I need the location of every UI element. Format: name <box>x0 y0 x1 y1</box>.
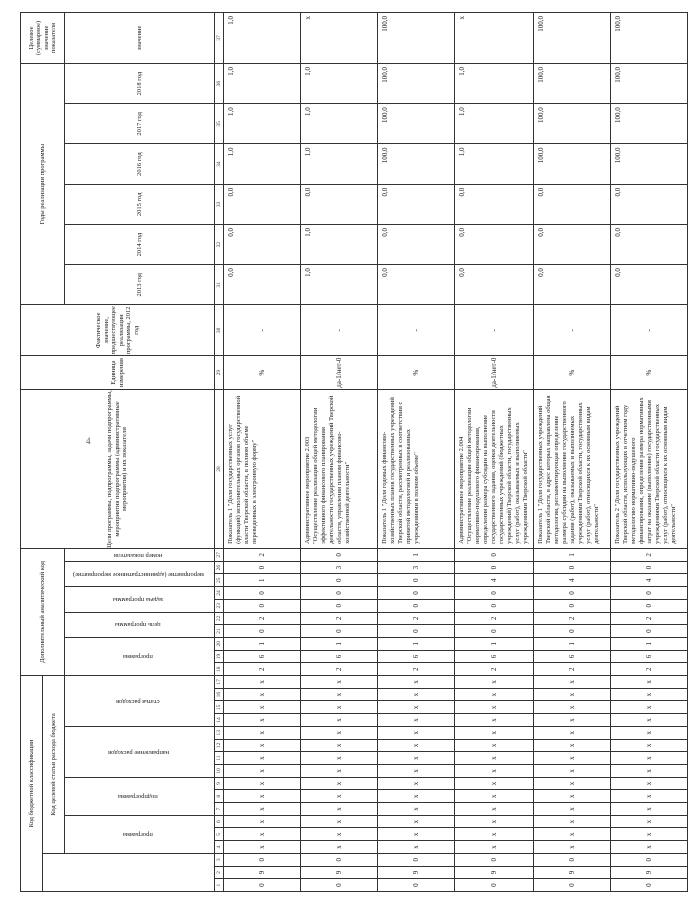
code-cell: x <box>455 841 534 854</box>
code-cell: x <box>301 803 378 816</box>
year-value-5: 1,0 <box>224 104 301 144</box>
code-cell: x <box>301 764 378 777</box>
code-cell: x <box>301 777 378 790</box>
code-cell: x <box>224 701 301 714</box>
indicator-unit: % <box>378 356 455 390</box>
year-value-3: 0,0 <box>378 184 455 224</box>
code-cell: x <box>301 676 378 689</box>
year-value-6: 1,0 <box>224 63 301 103</box>
column-number-1: 1 <box>215 879 224 892</box>
column-number-11: 11 <box>215 752 224 765</box>
year-value-5: 1,0 <box>301 104 378 144</box>
code-cell: 9 <box>455 866 534 879</box>
year-value-6: 1,0 <box>455 63 534 103</box>
indicator-description: Показатель 1 "Доля годовых финансово-хозяйственных планов государственных учреждений Тверской области, рассмотренных в соответствии с принятой методологией и реализованных учреждениями в полном объеме" <box>378 390 455 549</box>
column-number-13: 13 <box>215 726 224 739</box>
column-number-15: 15 <box>215 701 224 714</box>
year-value-6: 1,0 <box>301 63 378 103</box>
indicator-description: Показатель 1 "Доля государственных услуг (функций) исполнительных органов государственной власти Тверской области, в полном объеме переведенных в электронную форму" <box>224 390 301 549</box>
code-cell: x <box>301 752 378 765</box>
code-cell: x <box>534 815 611 828</box>
code-cell: x <box>378 764 455 777</box>
code-cell: x <box>224 815 301 828</box>
indicator-fact: - <box>224 305 301 356</box>
code-cell: x <box>611 701 688 714</box>
indicator-description: Показатель 2 "Доля государственных учреждений Тверской области, использующих в отчетном году методологию нормативно-подушевого финансирования, определения размера нормативных затрат на оказание (выполнение) государственными учреждениями Тверской области государственных услуг (работ), относящихся к их основным видам деятельности" <box>611 390 688 549</box>
indicator-fact: - <box>534 305 611 356</box>
code-cell: x <box>534 828 611 841</box>
year-value-1: 0,0 <box>455 265 534 305</box>
header-expense-1: программа <box>65 815 215 853</box>
code-cell: 2 <box>611 548 688 561</box>
code-cell: 0 <box>301 587 378 600</box>
header-year-5: 2017 год <box>65 104 215 144</box>
code-cell: x <box>378 790 455 803</box>
code-cell: 9 <box>378 866 455 879</box>
code-cell: 3 <box>378 561 455 574</box>
code-cell: 6 <box>455 650 534 663</box>
code-cell: x <box>534 688 611 701</box>
code-cell: 0 <box>224 599 301 612</box>
code-cell: x <box>224 714 301 727</box>
code-cell: x <box>224 739 301 752</box>
year-value-2: 1,0 <box>301 224 378 264</box>
code-cell: 0 <box>224 853 301 866</box>
year-value-5: 100,0 <box>378 104 455 144</box>
target-value: 1,0 <box>224 13 301 64</box>
code-cell: x <box>455 777 534 790</box>
code-cell: 0 <box>611 587 688 600</box>
year-value-4: 1,0 <box>455 144 534 184</box>
code-cell: x <box>534 841 611 854</box>
column-number-8: 8 <box>215 790 224 803</box>
header-expense-4: статья расходов <box>65 676 215 727</box>
code-cell: 2 <box>301 612 378 625</box>
code-cell: 2 <box>455 663 534 676</box>
code-cell: x <box>224 777 301 790</box>
year-value-1: 0,0 <box>224 265 301 305</box>
code-cell: x <box>455 752 534 765</box>
column-number-31: 31 <box>215 265 224 305</box>
year-value-3: 0,0 <box>301 184 378 224</box>
indicator-description: Административное мероприятие 2.004 "Осуществление реализации общей методологии нормативно-подушевого финансирования, определения размера субсидии на выполнение государственного задания, оценки деятельности государственных учреждений (бюджетных учреждений) Тверской области, государственных услуг (работ), оказываемых и выполняемых учреждениями Тверской области" <box>455 390 534 549</box>
code-cell: 0 <box>224 587 301 600</box>
header-budget-group: Код бюджетной классификации <box>21 676 43 892</box>
code-cell: 6 <box>378 650 455 663</box>
column-number-16: 16 <box>215 688 224 701</box>
code-cell: 1 <box>224 637 301 650</box>
code-cell: 9 <box>534 866 611 879</box>
code-cell: 2 <box>611 663 688 676</box>
code-cell: x <box>378 815 455 828</box>
code-cell: x <box>455 726 534 739</box>
column-number-32: 32 <box>215 224 224 264</box>
target-value: x <box>455 13 534 64</box>
header-year-3: 2015 год <box>65 184 215 224</box>
code-cell: 0 <box>301 599 378 612</box>
code-cell: x <box>378 828 455 841</box>
code-cell: x <box>224 790 301 803</box>
code-cell: x <box>378 714 455 727</box>
header-year-1: 2013 год <box>65 265 215 305</box>
code-cell: x <box>611 828 688 841</box>
code-cell: x <box>301 828 378 841</box>
code-cell: x <box>611 688 688 701</box>
code-cell: x <box>378 688 455 701</box>
code-cell: 0 <box>534 561 611 574</box>
code-cell: x <box>224 841 301 854</box>
code-cell: x <box>611 790 688 803</box>
code-cell: x <box>224 726 301 739</box>
code-cell: x <box>534 764 611 777</box>
code-cell: 2 <box>224 612 301 625</box>
code-cell: 0 <box>455 625 534 638</box>
code-cell: 0 <box>378 879 455 892</box>
header-year-6: 2018 год <box>65 63 215 103</box>
code-cell: 0 <box>301 625 378 638</box>
column-number-25: 25 <box>215 574 224 587</box>
code-cell: 0 <box>534 587 611 600</box>
code-cell: 1 <box>378 637 455 650</box>
code-cell: x <box>611 726 688 739</box>
code-cell: x <box>378 676 455 689</box>
code-cell: 1 <box>534 637 611 650</box>
code-cell: x <box>534 676 611 689</box>
code-cell: 0 <box>611 625 688 638</box>
column-number-21: 21 <box>215 625 224 638</box>
table-row <box>224 13 301 892</box>
code-cell: x <box>224 803 301 816</box>
year-value-2: 0,0 <box>455 224 534 264</box>
table-row <box>611 13 688 892</box>
indicator-unit: да-1/нет-0 <box>301 356 378 390</box>
code-cell: 2 <box>534 612 611 625</box>
table-row <box>534 13 611 892</box>
code-cell: x <box>378 701 455 714</box>
code-cell: x <box>611 676 688 689</box>
code-cell: 0 <box>378 599 455 612</box>
code-cell: 0 <box>611 561 688 574</box>
indicator-fact: - <box>611 305 688 356</box>
code-cell: x <box>301 701 378 714</box>
code-cell: x <box>224 752 301 765</box>
code-cell: 0 <box>224 561 301 574</box>
column-number-3: 3 <box>215 853 224 866</box>
code-cell: x <box>455 764 534 777</box>
code-cell: x <box>455 828 534 841</box>
table-row <box>378 13 455 892</box>
code-cell: 1 <box>224 574 301 587</box>
code-cell: 2 <box>534 663 611 676</box>
header-budget-sub <box>43 853 215 891</box>
code-cell: 0 <box>301 548 378 561</box>
year-value-2: 0,0 <box>534 224 611 264</box>
year-value-2: 0,0 <box>224 224 301 264</box>
column-number-23: 23 <box>215 599 224 612</box>
code-cell: x <box>455 815 534 828</box>
year-value-4: 100,0 <box>378 144 455 184</box>
indicator-unit: % <box>534 356 611 390</box>
code-cell: x <box>224 828 301 841</box>
header-additional-4: мероприятие (административное мероприятие) <box>65 561 215 586</box>
code-cell: 1 <box>301 637 378 650</box>
header-additional-5: номер показателя <box>65 548 215 561</box>
code-cell: 1 <box>611 637 688 650</box>
code-cell: x <box>534 752 611 765</box>
table-row <box>301 13 378 892</box>
year-value-4: 1,0 <box>301 144 378 184</box>
code-cell: x <box>378 777 455 790</box>
year-value-1: 0,0 <box>534 265 611 305</box>
column-number-33: 33 <box>215 184 224 224</box>
code-cell: 0 <box>611 599 688 612</box>
year-value-3: 0,0 <box>534 184 611 224</box>
column-number-9: 9 <box>215 777 224 790</box>
year-value-1: 0,0 <box>378 265 455 305</box>
year-value-4: 100,0 <box>611 144 688 184</box>
code-cell: 0 <box>534 879 611 892</box>
code-cell: 0 <box>378 625 455 638</box>
code-cell: 2 <box>455 612 534 625</box>
rotated-table-sheet <box>20 12 677 892</box>
indicator-fact: - <box>301 305 378 356</box>
year-value-5: 100,0 <box>611 104 688 144</box>
year-value-1: 1,0 <box>301 265 378 305</box>
indicator-fact: - <box>455 305 534 356</box>
code-cell: x <box>301 815 378 828</box>
code-cell: 9 <box>301 866 378 879</box>
column-number-35: 35 <box>215 104 224 144</box>
column-number-2: 2 <box>215 866 224 879</box>
code-cell: 0 <box>301 574 378 587</box>
code-cell: 0 <box>455 853 534 866</box>
code-cell: x <box>534 803 611 816</box>
code-cell: 2 <box>378 663 455 676</box>
column-number-12: 12 <box>215 739 224 752</box>
column-number-27: 27 <box>215 548 224 561</box>
indicator-unit: % <box>224 356 301 390</box>
column-number-20: 20 <box>215 637 224 650</box>
code-cell: 0 <box>378 587 455 600</box>
column-number-6: 6 <box>215 815 224 828</box>
indicator-fact: - <box>378 305 455 356</box>
column-number-26: 26 <box>215 561 224 574</box>
column-number-30: 30 <box>215 305 224 356</box>
code-cell: 0 <box>611 853 688 866</box>
year-value-6: 100,0 <box>534 63 611 103</box>
code-cell: 6 <box>611 650 688 663</box>
header-expense-2: подпрограмма <box>65 777 215 815</box>
header-years-group: Годы реализации программы <box>21 63 65 304</box>
page-mark: 4 <box>86 436 91 446</box>
code-cell: x <box>455 790 534 803</box>
column-number-14: 14 <box>215 714 224 727</box>
code-cell: x <box>611 714 688 727</box>
code-cell: 2 <box>378 612 455 625</box>
column-number-29: 29 <box>215 356 224 390</box>
header-target-group: Целевое (суммарное) значение показателя <box>21 13 65 64</box>
code-cell: 9 <box>611 866 688 879</box>
indicator-unit: % <box>611 356 688 390</box>
code-cell: 0 <box>301 853 378 866</box>
header-expense-group: Код целевой статьи расхода бюджета <box>43 676 65 854</box>
code-cell: 0 <box>534 625 611 638</box>
column-number-24: 24 <box>215 587 224 600</box>
code-cell: x <box>611 777 688 790</box>
column-number-18: 18 <box>215 663 224 676</box>
indicator-description: Административное мероприятие 2.003 "Осуществление реализации общей методологии эффективного финансового планирования деятельности государственных учреждений Тверской области, управления планом финансово-хозяйственной деятельности" <box>301 390 378 549</box>
year-value-5: 1,0 <box>455 104 534 144</box>
code-cell: x <box>455 739 534 752</box>
code-cell: 0 <box>455 599 534 612</box>
column-number-37: 37 <box>215 13 224 64</box>
code-cell: x <box>301 841 378 854</box>
code-cell: x <box>224 676 301 689</box>
header-target-value: значение <box>65 13 215 64</box>
code-cell: x <box>301 688 378 701</box>
code-cell: 0 <box>455 587 534 600</box>
code-cell: 0 <box>378 853 455 866</box>
code-cell: x <box>455 688 534 701</box>
code-cell: x <box>611 752 688 765</box>
code-cell: 3 <box>301 561 378 574</box>
code-cell: x <box>301 726 378 739</box>
column-number-4: 4 <box>215 841 224 854</box>
code-cell: 1 <box>455 637 534 650</box>
code-cell: 9 <box>224 866 301 879</box>
header-unit: Единица измерения <box>21 356 215 390</box>
header-additional-3: задача программы <box>65 587 215 612</box>
code-cell: 2 <box>224 548 301 561</box>
code-cell: 6 <box>224 650 301 663</box>
target-value: 100,0 <box>378 13 455 64</box>
code-cell: 1 <box>378 548 455 561</box>
program-indicators-table <box>20 12 688 892</box>
column-number-22: 22 <box>215 612 224 625</box>
code-cell: 0 <box>455 548 534 561</box>
code-cell: 0 <box>455 561 534 574</box>
header-fact: Фактическое значение, предшествующее реализации программы, 2012 год <box>21 305 215 356</box>
code-cell: 0 <box>455 879 534 892</box>
header-year-2: 2014 год <box>65 224 215 264</box>
code-cell: 0 <box>534 599 611 612</box>
code-cell: 4 <box>455 574 534 587</box>
code-cell: 0 <box>534 853 611 866</box>
code-cell: 4 <box>534 574 611 587</box>
code-cell: x <box>455 701 534 714</box>
code-cell: x <box>455 714 534 727</box>
header-goal: Цели программы, подпрограммы, задачи подпрограммы, мероприятия подпрограммы (административные мероприятия) и их показатели <box>21 390 215 549</box>
table-row <box>455 13 534 892</box>
code-cell: x <box>378 803 455 816</box>
code-cell: x <box>611 803 688 816</box>
column-number-7: 7 <box>215 803 224 816</box>
code-cell: x <box>611 841 688 854</box>
target-value: 100,0 <box>534 13 611 64</box>
code-cell: 0 <box>224 625 301 638</box>
code-cell: x <box>534 790 611 803</box>
column-number-5: 5 <box>215 828 224 841</box>
column-number-28: 28 <box>215 390 224 549</box>
year-value-1: 0,0 <box>611 265 688 305</box>
header-year-4: 2016 год <box>65 144 215 184</box>
code-cell: 0 <box>611 879 688 892</box>
code-cell: x <box>611 815 688 828</box>
header-additional-2: цель программы <box>65 612 215 637</box>
code-cell: x <box>611 764 688 777</box>
code-cell: 0 <box>224 879 301 892</box>
year-value-3: 0,0 <box>455 184 534 224</box>
code-cell: 0 <box>378 574 455 587</box>
code-cell: x <box>378 739 455 752</box>
code-cell: 2 <box>224 663 301 676</box>
year-value-3: 0,0 <box>224 184 301 224</box>
code-cell: x <box>301 790 378 803</box>
code-cell: x <box>534 777 611 790</box>
code-cell: 2 <box>611 612 688 625</box>
code-cell: x <box>378 841 455 854</box>
code-cell: 1 <box>534 548 611 561</box>
year-value-5: 100,0 <box>534 104 611 144</box>
target-value: x <box>301 13 378 64</box>
code-cell: x <box>534 701 611 714</box>
year-value-4: 100,0 <box>534 144 611 184</box>
header-additional-1: программа <box>65 637 215 675</box>
code-cell: x <box>301 714 378 727</box>
indicator-description: Показатель 1 "Доля государственных учреждений Тверской области, в адрес которых направлена общая методология, регламентирующая определение размера субсидии на выполнение государственного задания (работ), оказываемых и выполняемых учреждениями Тверской области, государственных услуг (работ), относящихся к их основным видам деятельности" <box>534 390 611 549</box>
code-cell: x <box>224 764 301 777</box>
year-value-2: 0,0 <box>378 224 455 264</box>
code-cell: 2 <box>301 663 378 676</box>
code-cell: 6 <box>534 650 611 663</box>
column-number-10: 10 <box>215 764 224 777</box>
column-number-17: 17 <box>215 676 224 689</box>
code-cell: x <box>455 803 534 816</box>
code-cell: x <box>378 752 455 765</box>
code-cell: x <box>611 739 688 752</box>
indicator-unit: да-1/нет-0 <box>455 356 534 390</box>
column-number-34: 34 <box>215 144 224 184</box>
code-cell: x <box>534 726 611 739</box>
year-value-6: 100,0 <box>611 63 688 103</box>
header-expense-3: направление расходов <box>65 726 215 777</box>
code-cell: x <box>301 739 378 752</box>
code-cell: x <box>224 688 301 701</box>
code-cell: 0 <box>301 879 378 892</box>
code-cell: 4 <box>611 574 688 587</box>
header-additional-group: Дополнительный аналитический код <box>21 548 65 675</box>
year-value-4: 1,0 <box>224 144 301 184</box>
code-cell: x <box>378 726 455 739</box>
year-value-2: 0,0 <box>611 224 688 264</box>
code-cell: x <box>455 676 534 689</box>
code-cell: 6 <box>301 650 378 663</box>
year-value-3: 0,0 <box>611 184 688 224</box>
year-value-6: 100,0 <box>378 63 455 103</box>
column-number-36: 36 <box>215 63 224 103</box>
code-cell: x <box>534 714 611 727</box>
target-value: 100,0 <box>611 13 688 64</box>
code-cell: x <box>534 739 611 752</box>
column-number-19: 19 <box>215 650 224 663</box>
